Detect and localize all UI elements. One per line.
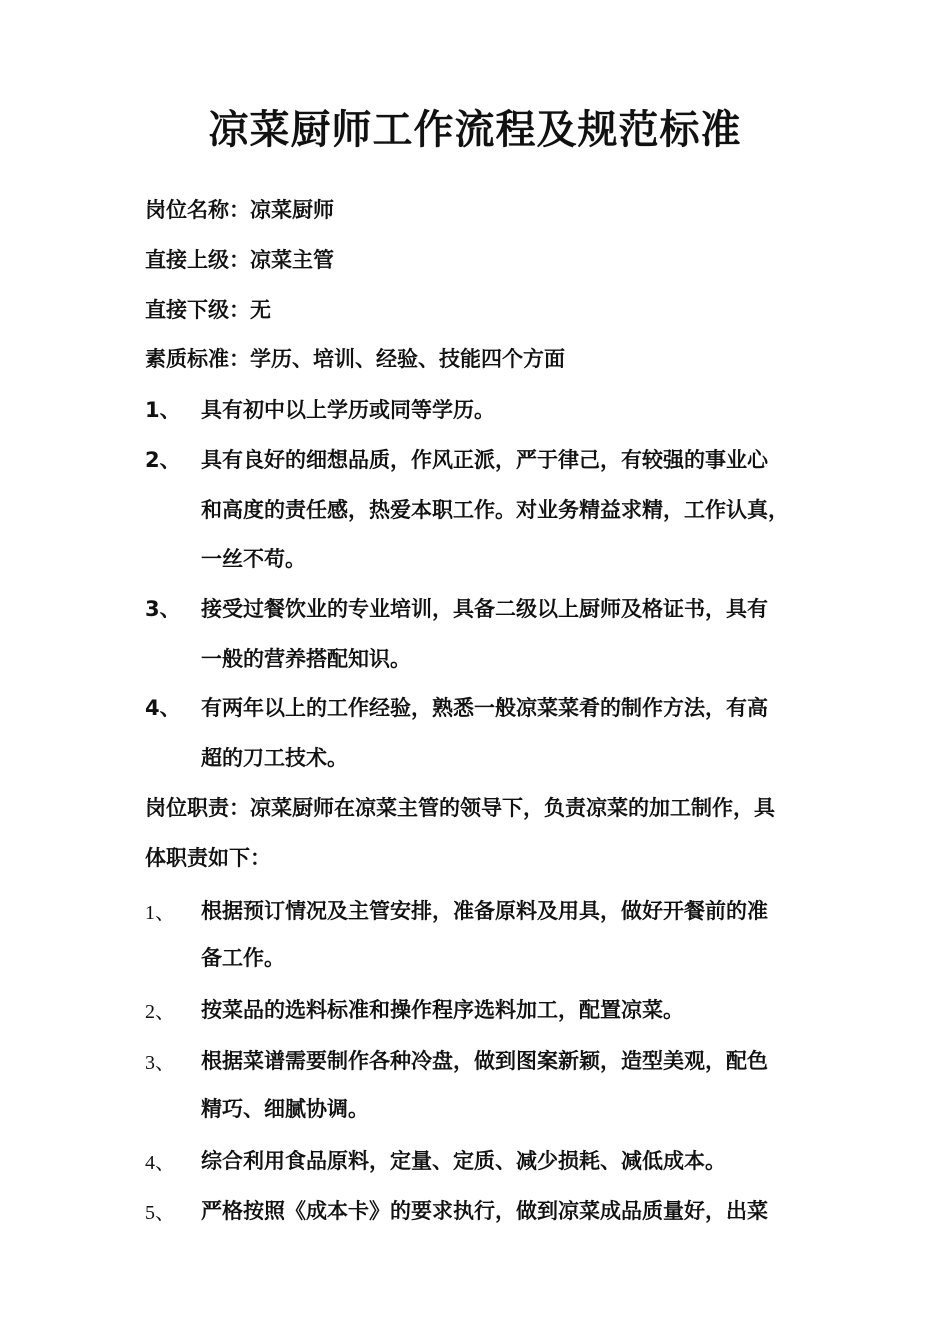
document-title: 凉菜厨师工作流程及规范标准 — [208, 107, 742, 153]
duty-5-number: 5、 — [145, 1202, 175, 1224]
field-position-name: 岗位名称：凉菜厨师 — [145, 198, 334, 222]
qualification-1-number: 1、 — [145, 398, 181, 422]
duty-1-number: 1、 — [145, 902, 175, 924]
qualification-4-number: 4、 — [145, 696, 181, 720]
qualification-1-line-1: 具有初中以上学历或同等学历。 — [201, 398, 495, 422]
duty-4-number: 4、 — [145, 1152, 175, 1174]
duties-intro-line-2: 体职责如下： — [145, 846, 271, 870]
duty-5-line-1: 严格按照《成本卡》的要求执行，做到凉菜成品质量好，出菜 — [201, 1199, 768, 1223]
qualification-3-number: 3、 — [145, 597, 181, 621]
qualification-2-line-3: 一丝不苟。 — [201, 547, 306, 571]
qualification-2-line-2: 和高度的责任感，热爱本职工作。对业务精益求精，工作认真， — [201, 498, 789, 522]
duty-2-number: 2、 — [145, 1001, 175, 1023]
duty-3-line-1: 根据菜谱需要制作各种冷盘，做到图案新颖，造型美观，配色 — [201, 1049, 768, 1073]
duty-2-line-1: 按菜品的选料标准和操作程序选料加工，配置凉菜。 — [201, 998, 684, 1022]
duty-1-line-1: 根据预订情况及主管安排，准备原料及用具，做好开餐前的准 — [201, 899, 768, 923]
qualification-2-number: 2、 — [145, 448, 181, 472]
field-direct-superior: 直接上级：凉菜主管 — [145, 248, 334, 272]
field-quality-standard: 素质标准：学历、培训、经验、技能四个方面 — [145, 347, 565, 371]
duties-intro-line-1: 岗位职责：凉菜厨师在凉菜主管的领导下，负责凉菜的加工制作，具 — [145, 796, 775, 820]
duty-4-line-1: 综合利用食品原料，定量、定质、减少损耗、减低成本。 — [201, 1149, 726, 1173]
qualification-4-line-1: 有两年以上的工作经验，熟悉一般凉菜菜肴的制作方法，有高 — [201, 696, 768, 720]
duty-3-number: 3、 — [145, 1052, 175, 1074]
duty-3-line-2: 精巧、细腻协调。 — [201, 1097, 369, 1121]
qualification-2-line-1: 具有良好的细想品质，作风正派，严于律己，有较强的事业心 — [201, 448, 768, 472]
qualification-3-line-2: 一般的营养搭配知识。 — [201, 647, 411, 671]
field-direct-subordinate: 直接下级：无 — [145, 298, 271, 322]
qualification-3-line-1: 接受过餐饮业的专业培训，具备二级以上厨师及格证书，具有 — [201, 597, 768, 621]
duty-1-line-2: 备工作。 — [201, 946, 285, 970]
qualification-4-line-2: 超的刀工技术。 — [201, 746, 348, 770]
